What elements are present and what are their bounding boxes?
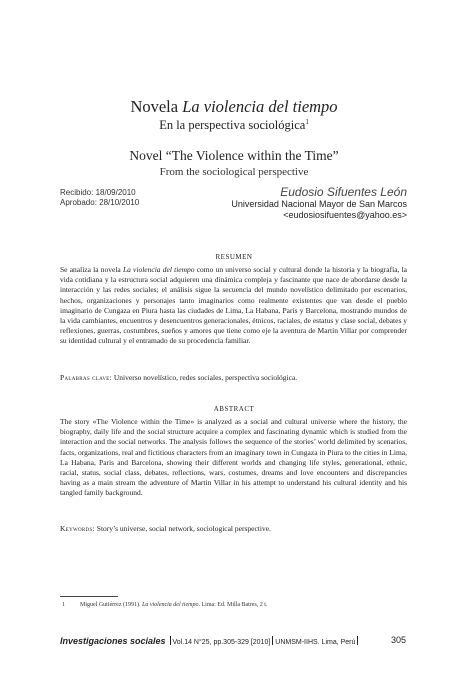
keywords [60, 524, 407, 534]
article-subtitle-spanish [0, 118, 468, 133]
resumen-heading: RESUMEN [215, 253, 253, 261]
title-footnote-marker[interactable]: 1 [305, 118, 309, 126]
palabras-clave-text: Universo novelístico, redes sociales, perspectiva sociológica. [112, 373, 298, 382]
approved-date: Aprobado: 28/10/2010 [60, 198, 140, 207]
author-block [231, 185, 407, 221]
footnote-italic-title: La violencia del tiempo [141, 602, 199, 608]
author-affiliation: Universidad Nacional Mayor de San Marcos [231, 199, 407, 209]
author-name: Eudosio Sifuentes León [280, 185, 407, 199]
footnote-rule [60, 596, 118, 597]
footer-separator [272, 636, 273, 645]
title-italic: La violencia del tiempo [182, 97, 338, 116]
resumen-text-rest: como un universo social y cultural donde la historia y la biografía, la vida cotidiana y la estructura social adquieren una dinámica compleja y fascinante que nace de abordarse desde la interacción y las redes sociales; el análisis sigue la secuencia del mundo novelístico delimitado por escenarios, hechos, organizaciones y personajes tanto imaginarios como realmente existentes que van desde el pueblo imaginario de Cungaza en Piura hasta las ciudades de Lima, La Habana, París y Barcelona, mostrando mundos de la vida cambiantes, encuentros y desencuentros generacionales, étnicos, raciales, de estatus y clase social, debates y reflexiones, guerras, costumbres, sueños y amores que tiene como eje la aventura de Martín Villar por comprender su identidad cultural y el entramado de su procedencia familiar. [60, 265, 408, 346]
resumen-paragraph [60, 265, 407, 347]
footnote-text-before: Miguel Gutiérrez (1991). [80, 602, 142, 608]
footnote [62, 602, 267, 608]
title-prefix: Novela [130, 97, 183, 116]
footer-separator [357, 636, 358, 645]
resumen-text-start: Se analiza la novela [60, 265, 123, 274]
article-title-english: Novel “The Violence within the Time” [129, 148, 339, 163]
footnote-text-after: . Lima: Ed. Milla Batres, 2 t. [198, 602, 268, 608]
received-date: Recibido: 18/09/2010 [60, 188, 136, 197]
page-number: 305 [390, 635, 406, 645]
author-email[interactable]: <eudosiosifuentes@yahoo.es> [283, 210, 407, 220]
page-footer [60, 636, 360, 646]
subtitle-text: En la perspectiva sociológica [159, 118, 306, 133]
resumen-novel-title: La violencia del tiempo [122, 265, 195, 274]
abstract-paragraph: The story «The Violence within the Time» is analyzed as a social and cultural universe where the history, the biography, daily life and the social structure acquire a complex and fascinating dynamic which is studied from the interaction and the social networks. The analysis follows the sequence of the stories’ world delimited by scenarios, facts, organizations, real and fictitious characters from an imaginary town in Cungaza in Piura to the cities in Lima, La Habana, Paris and Barcelona, showing their different worlds and changing life styles, generational, ethnic, racial, status, social class, debates, reflections, wars, costumes, dreams and love encounters and discrepancies having as a main stream the adventure of Martin Villar in his attempt to understand his cultural identity and his tangled family background. [60, 417, 407, 498]
article-title-spanish [0, 97, 468, 117]
article-subtitle-english: From the sociological perspective [159, 166, 309, 178]
palabras-clave-label: Palabras clave: [60, 373, 112, 382]
keywords-label: Keywords: [60, 524, 95, 533]
footnote-number: 1 [62, 602, 65, 608]
journal-publisher: UNMSM-IIHS. Lima, Perú [275, 639, 356, 646]
keywords-text: Story’s universe, social network, sociological perspective. [94, 524, 271, 533]
journal-volume: Vol.14 N°25, pp.305-329 [2010] [172, 639, 271, 646]
abstract-heading: ABSTRACT [213, 405, 255, 413]
footer-separator [170, 636, 171, 645]
submission-dates [60, 188, 139, 208]
palabras-clave [60, 373, 407, 383]
journal-name: Investigaciones sociales [60, 636, 166, 646]
